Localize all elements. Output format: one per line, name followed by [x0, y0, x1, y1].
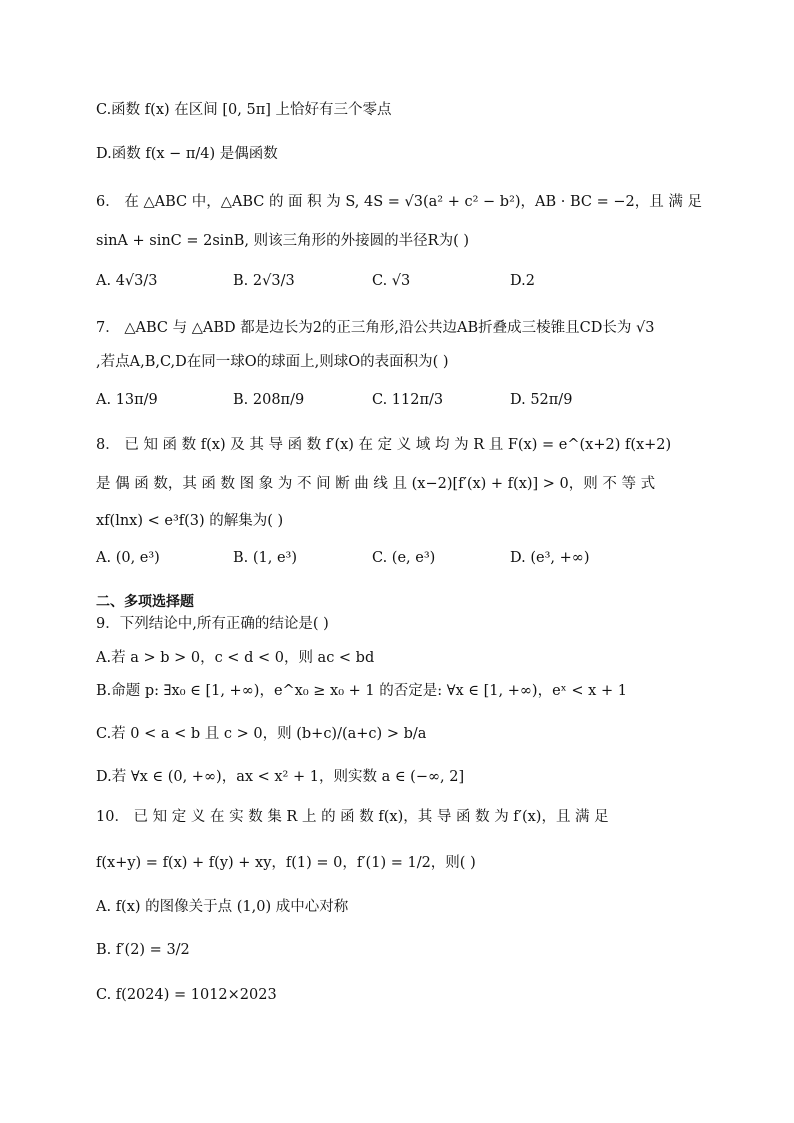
q6-option-b: B. 2√3/3	[233, 273, 295, 289]
q6-option-a: A. 4√3/3	[96, 273, 158, 289]
q10-option-b: B. f′(2) = 3/2	[96, 942, 190, 958]
q10-stem-line1: 10． 已 知 定 义 在 实 数 集 R 上 的 函 数 f(x)，其 导 函 数 为 f′(x)，且 满 足	[96, 809, 609, 825]
q7-stem-line1: 7． △ABC 与 △ABD 都是边长为2的正三角形,沿公共边AB折叠成三棱锥且CD长为 √3	[96, 320, 655, 336]
q5-option-d: D.函数 f(x − π/4) 是偶函数	[96, 146, 278, 162]
q6-option-c: C. √3	[372, 273, 411, 289]
q10-option-c: C. f(2024) = 1012×2023	[96, 987, 277, 1003]
q6-stem-line2: sinA + sinC = 2sinB, 则该三角形的外接圆的半径R为( )	[96, 233, 469, 249]
q9-option-d: D.若 ∀x ∈ (0, +∞)，ax < x² + 1，则实数 a ∈ (−∞, 2]	[96, 769, 465, 785]
q8-option-a: A. (0, e³)	[96, 550, 160, 566]
q8-option-b: B. (1, e³)	[233, 550, 298, 566]
section-heading: 二、多项选择题	[96, 594, 194, 610]
q7-option-b: B. 208π/9	[233, 392, 305, 408]
q10-option-a: A. f(x) 的图像关于点 (1,0) 成中心对称	[96, 899, 349, 915]
q7-stem-line2: ,若点A,B,C,D在同一球O的球面上,则球O的表面积为( )	[96, 354, 449, 370]
q8-option-d: D. (e³, +∞)	[510, 550, 590, 566]
q8-stem-line3: xf(lnx) < e³f(3) 的解集为( )	[96, 513, 284, 529]
q10-stem-line2: f(x+y) = f(x) + f(y) + xy，f(1) = 0，f′(1) = 1/2，则( )	[96, 855, 476, 871]
q8-stem-line1: 8． 已 知 函 数 f(x) 及 其 导 函 数 f′(x) 在 定 义 域 均 为 R 且 F(x) = e^(x+2) f(x+2)	[96, 437, 672, 453]
q9-stem: 9．下列结论中,所有正确的结论是( )	[96, 616, 329, 632]
q8-option-c: C. (e, e³)	[372, 550, 436, 566]
q9-option-c: C.若 0 < a < b 且 c > 0，则 (b+c)/(a+c) > b/a	[96, 726, 427, 742]
q8-stem-line2: 是 偶 函 数，其 函 数 图 象 为 不 间 断 曲 线 且 (x−2)[f′(x) + f(x)] > 0，则 不 等 式	[96, 476, 656, 492]
q9-option-a: A.若 a > b > 0，c < d < 0，则 ac < bd	[96, 650, 375, 666]
q5-option-c: C.函数 f(x) 在区间 [0, 5π] 上恰好有三个零点	[96, 102, 392, 118]
q7-option-c: C. 112π/3	[372, 392, 444, 408]
q6-stem-line1: 6． 在 △ABC 中，△ABC 的 面 积 为 S, 4S = √3(a² + c² − b²)，AB · BC = −2，且 满 足	[96, 194, 702, 210]
q9-option-b: B.命题 p: ∃x₀ ∈ [1, +∞)，e^x₀ ≥ x₀ + 1 的否定是: ∀x ∈ [1, +∞)，eˣ < x + 1	[96, 683, 627, 699]
q7-option-d: D. 52π/9	[510, 392, 573, 408]
q7-option-a: A. 13π/9	[96, 392, 158, 408]
q6-option-d: D.2	[510, 273, 535, 289]
